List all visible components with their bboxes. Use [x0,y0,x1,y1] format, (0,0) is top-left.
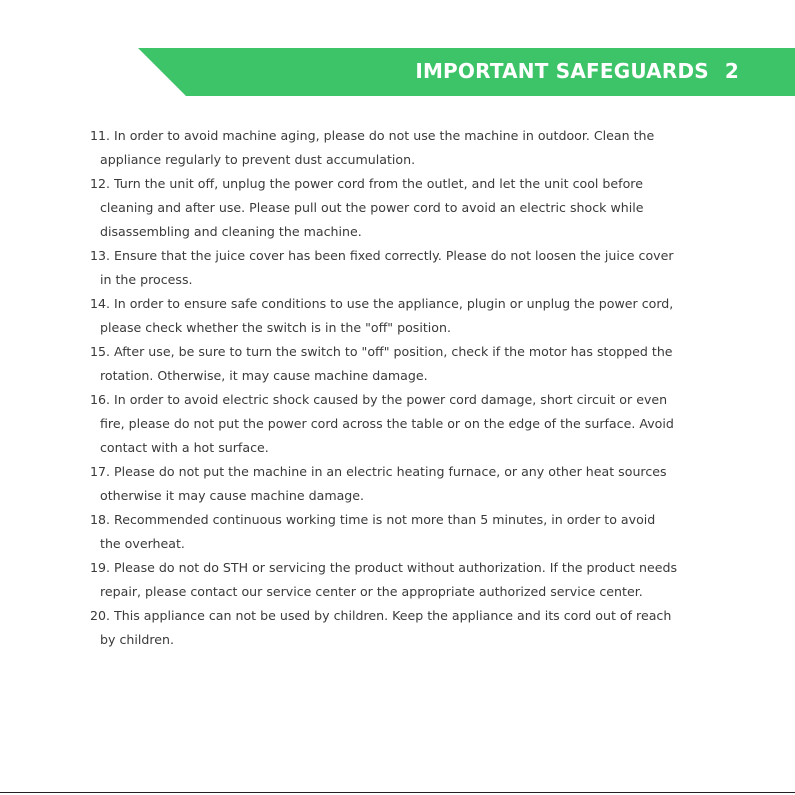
safeguard-item-16: 16. In order to avoid electric shock caused by the power cord damage, short circuit or even fire, please do not put the power cord across the table or on the edge of the surface. Avoid contact with a hot surface. [90,392,674,455]
bottom-divider [0,792,795,793]
safeguard-item-19: 19. Please do not do STH or servicing the product without authorization. If the product needs repair, please contact our service center or the appropriate authorized service center. [90,560,678,599]
safeguard-item-11: 11. In order to avoid machine aging, please do not use the machine in outdoor. Clean the appliance regularly to prevent dust accumulation. [90,128,655,167]
safeguard-item-14: 14. In order to ensure safe conditions to use the appliance, plugin or unplug the power cord, please check whether the switch is in the "off" position. [90,296,674,335]
safeguard-item-20: 20. This appliance can not be used by children. Keep the appliance and its cord out of reach by children. [90,608,672,647]
header-banner [0,0,795,96]
safeguard-item-18: 18. Recommended continuous working time is not more than 5 minutes, in order to avoid the overheat. [90,512,656,551]
page-title: IMPORTANT SAFEGUARDS [415,59,709,83]
page-number: 2 [724,59,739,83]
safeguard-item-17: 17. Please do not put the machine in an electric heating furnace, or any other heat sources otherwise it may cause machine damage. [90,464,667,503]
safeguard-item-13: 13. Ensure that the juice cover has been fixed correctly. Please do not loosen the juice cover in the process. [90,248,674,287]
safeguard-item-15: 15. After use, be sure to turn the switch to "off" position, check if the motor has stopped the rotation. Otherwise, it may cause machine damage. [90,344,673,383]
banner-heading [415,56,739,86]
safeguard-item-12: 12. Turn the unit off, unplug the power cord from the outlet, and let the unit cool before cleaning and after use. Please pull out the power cord to avoid an electric shock while disassembling and cleaning the machine. [90,176,644,239]
safeguards-list [90,124,730,652]
